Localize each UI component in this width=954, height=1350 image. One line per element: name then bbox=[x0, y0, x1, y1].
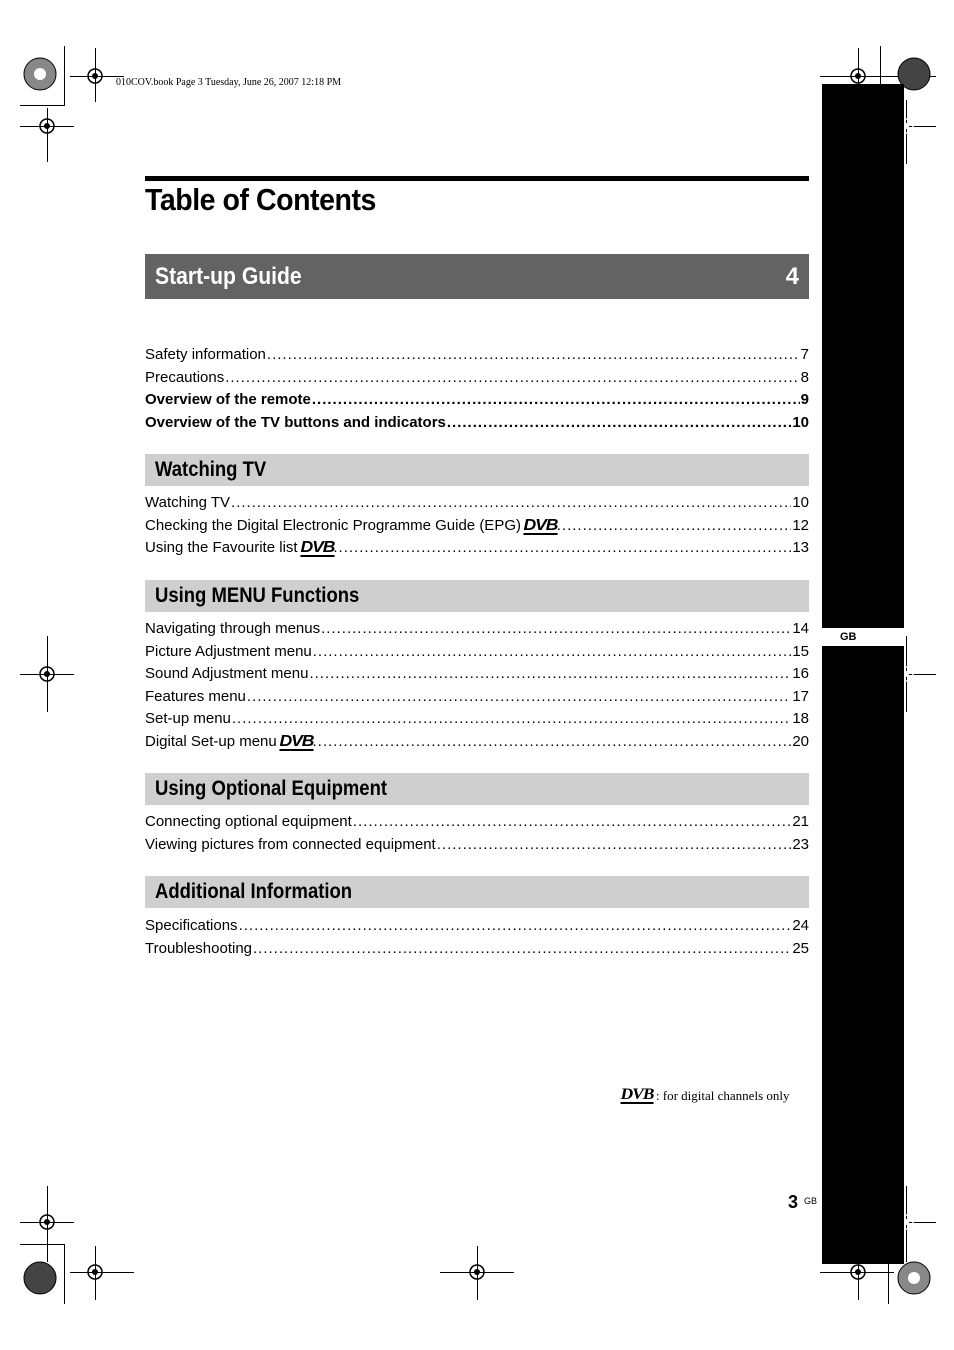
toc-entry-title: Overview of the TV buttons and indicators bbox=[145, 413, 446, 431]
crosshair-icon bbox=[37, 116, 57, 136]
section-title: Watching TV bbox=[155, 458, 267, 481]
section-header-watching-tv bbox=[145, 454, 809, 486]
dvb-logo-icon: DVB bbox=[279, 732, 314, 750]
toc-entry-page: 13 bbox=[792, 539, 809, 556]
toc-entry[interactable] bbox=[145, 643, 809, 666]
title-rule bbox=[145, 176, 809, 181]
crop-mark bbox=[20, 105, 65, 106]
leader-dots bbox=[557, 517, 792, 534]
legend-text: : for digital channels only bbox=[655, 1088, 790, 1103]
print-header-line: 010COV.book Page 3 Tuesday, June 26, 2007 12:18 PM bbox=[116, 77, 342, 88]
language-tab: GB bbox=[822, 628, 904, 646]
section-title: Using Optional Equipment bbox=[155, 777, 388, 800]
toc-entry-page: 20 bbox=[792, 732, 809, 750]
toc-entry[interactable] bbox=[145, 733, 809, 756]
leader-dots bbox=[253, 940, 791, 957]
toc-entry[interactable] bbox=[145, 665, 809, 688]
dvb-legend bbox=[622, 1088, 790, 1104]
toc-entry-title: Viewing pictures from connected equipment bbox=[145, 835, 436, 853]
page-title: Table of Contents bbox=[145, 182, 376, 217]
leader-dots bbox=[267, 346, 800, 363]
toc-list-watching-tv bbox=[145, 494, 809, 562]
crosshair-icon bbox=[848, 66, 868, 86]
toc-entry[interactable] bbox=[145, 917, 809, 940]
toc-entry-title: Precautions bbox=[145, 368, 225, 386]
leader-dots bbox=[225, 369, 799, 386]
toc-entry-title: Features menu bbox=[145, 687, 246, 705]
registration-circle-icon bbox=[894, 1258, 934, 1298]
section-header-startup bbox=[145, 254, 809, 299]
toc-list-optional-equipment bbox=[145, 813, 809, 858]
crosshair-icon bbox=[85, 66, 105, 86]
toc-entry-page: 7 bbox=[800, 346, 809, 363]
toc-entry-title: Overview of the remote bbox=[145, 391, 311, 408]
leader-dots bbox=[313, 733, 792, 750]
toc-entry-page: 21 bbox=[792, 813, 809, 830]
crosshair-icon bbox=[467, 1262, 487, 1282]
toc-entry-page: 25 bbox=[792, 939, 809, 957]
leader-dots bbox=[231, 494, 791, 511]
registration-circle-icon bbox=[20, 1258, 60, 1298]
leader-dots bbox=[321, 620, 791, 637]
toc-list-menu-functions bbox=[145, 620, 809, 755]
toc-entry-page: 10 bbox=[792, 413, 809, 431]
toc-entry-page: 12 bbox=[792, 516, 809, 534]
toc-entry[interactable] bbox=[145, 391, 809, 414]
toc-entry-title: Troubleshooting bbox=[145, 939, 253, 957]
toc-entry-title: Navigating through menus bbox=[145, 620, 321, 637]
toc-entry-page: 10 bbox=[792, 494, 809, 511]
toc-entry[interactable] bbox=[145, 836, 809, 859]
crop-mark bbox=[20, 1244, 65, 1245]
section-header-menu-functions bbox=[145, 580, 809, 612]
side-strip bbox=[822, 84, 904, 1264]
section-title: Start-up Guide bbox=[155, 262, 302, 290]
toc-entry-page: 24 bbox=[792, 917, 809, 934]
leader-dots bbox=[313, 643, 792, 660]
dvb-logo-icon: DVB bbox=[300, 539, 334, 556]
toc-entry-page: 15 bbox=[792, 642, 809, 660]
toc-entry[interactable] bbox=[145, 620, 809, 643]
toc-entry-title: Using the Favourite list bbox=[145, 539, 298, 556]
dvb-logo-icon: DVB bbox=[523, 516, 558, 534]
registration-circle-icon bbox=[20, 54, 60, 94]
crosshair-icon bbox=[37, 664, 57, 684]
leader-dots bbox=[239, 917, 792, 934]
toc-entry-title: Set-up menu bbox=[145, 710, 231, 727]
leader-dots bbox=[232, 710, 791, 727]
toc-entry-title: Specifications bbox=[145, 917, 238, 934]
toc-entry-page: 8 bbox=[800, 368, 809, 386]
toc-entry[interactable] bbox=[145, 414, 809, 437]
toc-entry[interactable] bbox=[145, 539, 809, 562]
toc-entry-page: 14 bbox=[792, 620, 809, 637]
toc-entry-title: Safety information bbox=[145, 346, 266, 363]
section-header-additional-info bbox=[145, 876, 809, 908]
toc-entry-page: 18 bbox=[792, 710, 809, 727]
crosshair-icon bbox=[37, 1212, 57, 1232]
crop-mark bbox=[64, 1244, 65, 1304]
leader-dots bbox=[247, 688, 791, 705]
toc-entry[interactable] bbox=[145, 517, 809, 540]
toc-entry[interactable] bbox=[145, 494, 809, 517]
dvb-logo-icon: DVB bbox=[620, 1086, 654, 1103]
toc-entry[interactable] bbox=[145, 940, 809, 963]
section-title: Using MENU Functions bbox=[155, 584, 360, 607]
toc-entry-page: 17 bbox=[792, 687, 809, 705]
section-page-number: 4 bbox=[785, 262, 799, 290]
toc-entry-title: Watching TV bbox=[145, 494, 231, 511]
toc-entry[interactable] bbox=[145, 369, 809, 392]
toc-list-additional-info bbox=[145, 917, 809, 962]
toc-entry[interactable] bbox=[145, 710, 809, 733]
page-number-suffix: GB bbox=[804, 1196, 818, 1206]
toc-entry-page: 16 bbox=[792, 665, 809, 682]
leader-dots bbox=[333, 539, 791, 556]
toc-entry-title: Digital Set-up menu bbox=[145, 732, 277, 750]
section-header-optional-equipment bbox=[145, 773, 809, 805]
page-number: 3 bbox=[788, 1192, 799, 1212]
leader-dots bbox=[447, 414, 791, 431]
section-title: Additional Information bbox=[155, 880, 353, 903]
toc-entry-title: Picture Adjustment menu bbox=[145, 642, 312, 660]
toc-entry[interactable] bbox=[145, 346, 809, 369]
toc-entry-title: Sound Adjustment menu bbox=[145, 665, 309, 682]
crop-mark bbox=[64, 46, 65, 106]
toc-entry-title: Connecting optional equipment bbox=[145, 813, 352, 830]
crosshair-icon bbox=[85, 1262, 105, 1282]
toc-entry-page: 9 bbox=[800, 391, 809, 408]
leader-dots bbox=[437, 836, 792, 853]
toc-entry-page: 23 bbox=[792, 835, 809, 853]
crosshair-icon bbox=[848, 1262, 868, 1282]
leader-dots bbox=[309, 665, 791, 682]
toc-entry-title: Checking the Digital Electronic Programme Guide (EPG) bbox=[145, 516, 521, 534]
leader-dots bbox=[353, 813, 791, 830]
toc-entry[interactable] bbox=[145, 813, 809, 836]
toc-entry[interactable] bbox=[145, 688, 809, 711]
toc-list-startup bbox=[145, 346, 809, 436]
leader-dots bbox=[312, 391, 800, 408]
